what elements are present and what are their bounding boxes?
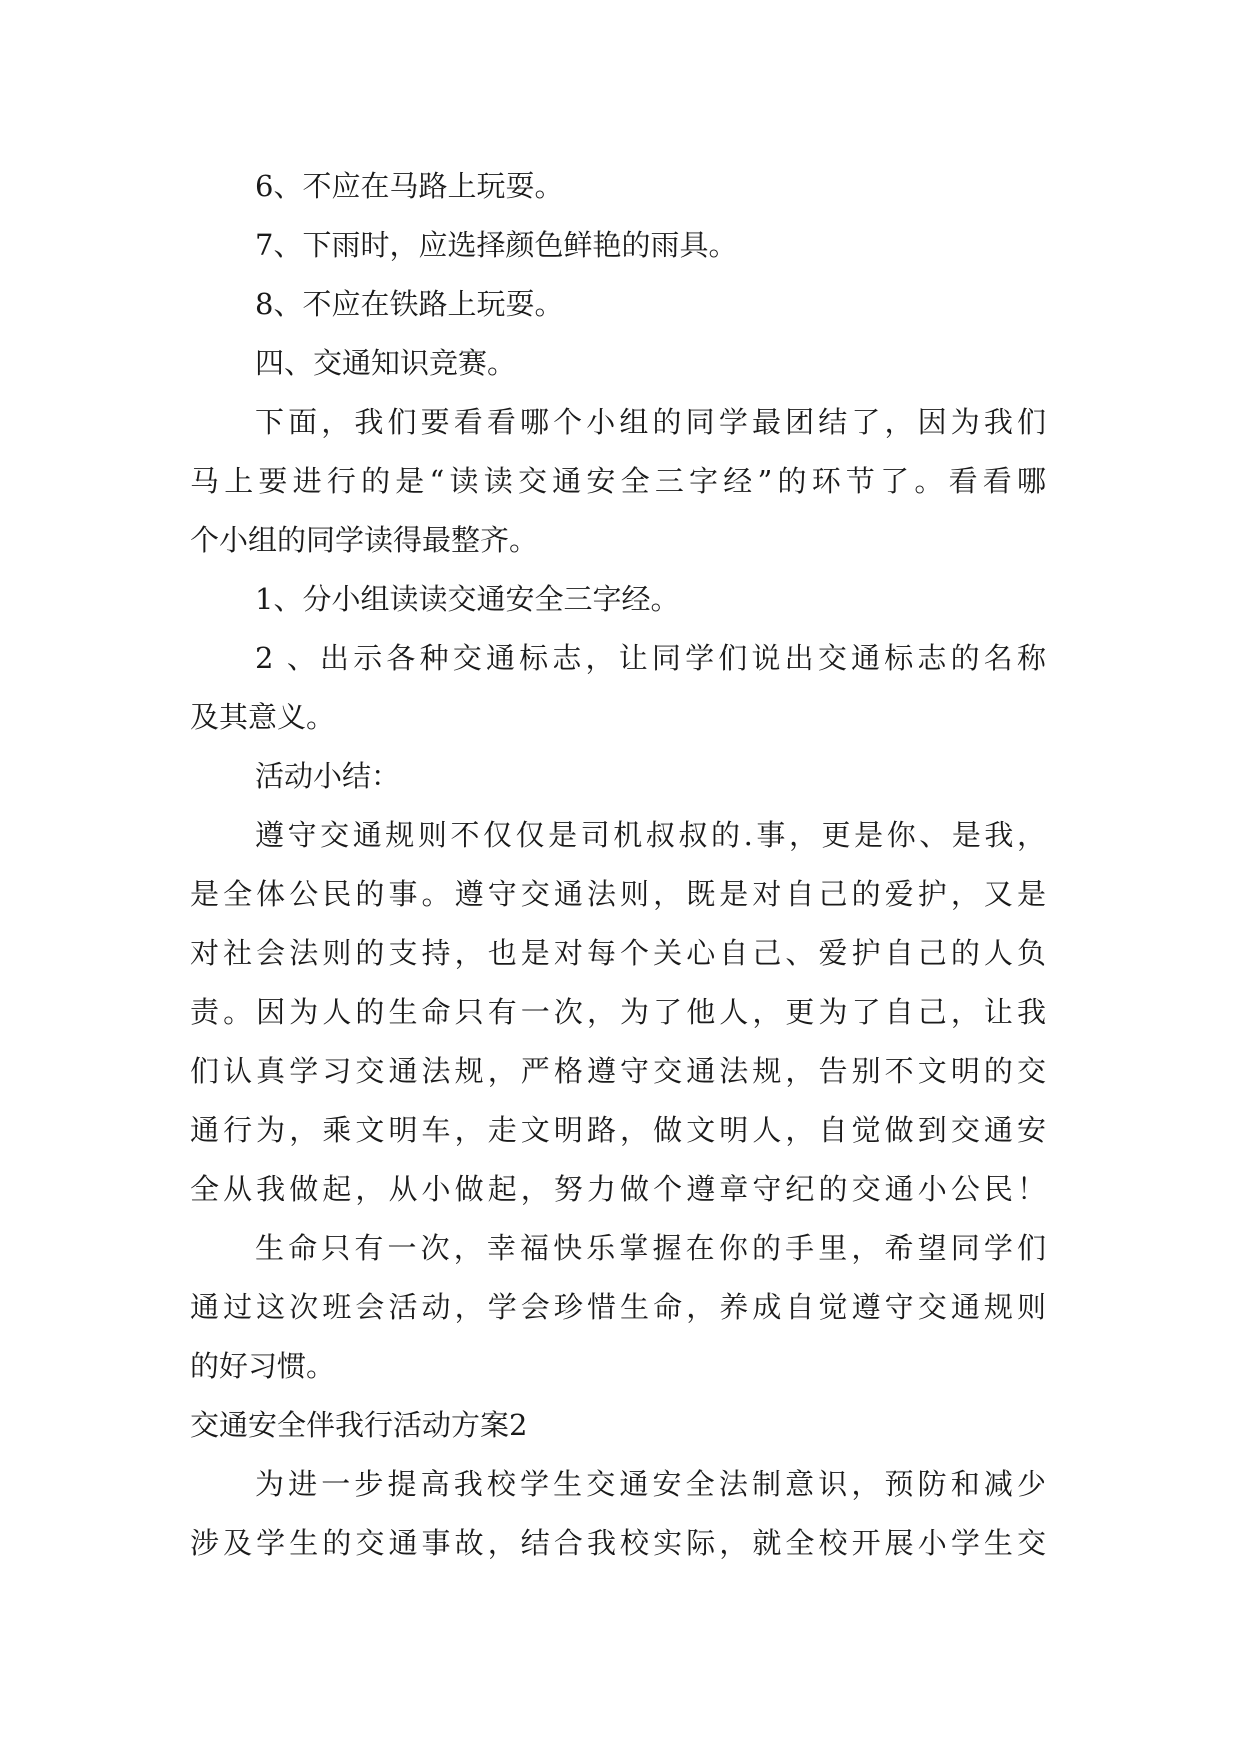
list-item-1: 1、分小组读读交通安全三字经。	[255, 582, 680, 616]
paragraph-line: 对社会法则的支持，也是对每个关心自己、爱护自己的人负	[190, 936, 1046, 970]
paragraph-line: 们认真学习交通法规，严格遵守交通法规，告别不文明的交	[190, 1054, 1046, 1088]
summary-heading: 活动小结：	[255, 759, 401, 793]
paragraph-line: 马上要进行的是“读读交通安全三字经”的环节了。看看哪	[190, 464, 1046, 498]
paragraph-line: 涉及学生的交通事故，结合我校实际，就全校开展小学生交	[190, 1526, 1046, 1560]
paragraph-line: 个小组的同学读得最整齐。	[190, 523, 539, 557]
paragraph-line: 是全体公民的事。遵守交通法则，既是对自己的爱护，又是	[190, 877, 1046, 911]
paragraph-line: 生命只有一次，幸福快乐掌握在你的手里，希望同学们	[255, 1231, 1046, 1265]
list-item-2: 2 、出示各种交通标志，让同学们说出交通标志的名称	[255, 641, 1046, 675]
paragraph-line: 通过这次班会活动，学会珍惜生命，养成自觉遵守交通规则	[190, 1290, 1046, 1324]
paragraph-line: 为进一步提高我校学生交通安全法制意识，预防和减少	[255, 1467, 1046, 1501]
paragraph-line: 及其意义。	[190, 700, 336, 734]
list-item-8: 8、不应在铁路上玩耍。	[255, 287, 564, 321]
paragraph-line: 责。因为人的生命只有一次，为了他人，更为了自己，让我	[190, 995, 1046, 1029]
paragraph-line: 通行为，乘文明车，走文明路，做文明人，自觉做到交通安	[190, 1113, 1046, 1147]
section-title: 交通安全伴我行活动方案2	[190, 1408, 528, 1442]
section-heading-quiz: 四、交通知识竞赛。	[255, 346, 517, 380]
paragraph-line: 遵守交通规则不仅仅是司机叔叔的.事，更是你、是我，	[255, 818, 1046, 852]
paragraph-line: 的好习惯。	[190, 1349, 336, 1383]
list-item-6: 6、不应在马路上玩耍。	[255, 169, 564, 203]
paragraph-line: 全从我做起，从小做起，努力做个遵章守纪的交通小公民！	[190, 1172, 1046, 1206]
paragraph-line: 下面，我们要看看哪个小组的同学最团结了，因为我们	[255, 405, 1046, 439]
list-item-7: 7、下雨时，应选择颜色鲜艳的雨具。	[255, 228, 738, 262]
